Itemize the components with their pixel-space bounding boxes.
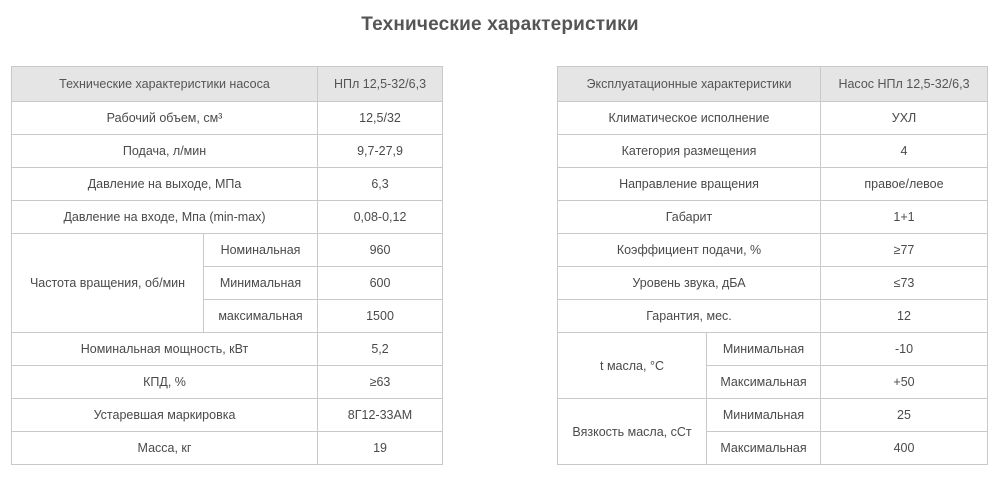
row-value: правое/левое [821,168,988,201]
group-label: Частота вращения, об/мин [12,234,204,333]
row-value: 25 [821,399,988,432]
group-label: t масла, °С [558,333,707,399]
page-title: Технические характеристики [361,14,639,35]
row-label: Категория размещения [558,135,821,168]
table-row [558,168,988,201]
row-label: Уровень звука, дБА [558,267,821,300]
table-row [558,102,988,135]
row-label: Гарантия, мес. [558,300,821,333]
row-value: ≤73 [821,267,988,300]
table-row [12,201,443,234]
table-row [12,234,443,267]
column-header: Насос НПл 12,5-32/6,3 [821,67,988,102]
row-label: Устаревшая маркировка [12,399,318,432]
pump-specs-table [11,66,443,465]
row-value: 960 [318,234,443,267]
table-row [12,366,443,399]
table-row [558,234,988,267]
subrow-label: Минимальная [707,399,821,432]
column-header: Эксплуатационные характеристики [558,67,821,102]
row-value: 4 [821,135,988,168]
table-row [558,135,988,168]
subrow-label: Номинальная [204,234,318,267]
row-value: 19 [318,432,443,465]
row-value: 400 [821,432,988,465]
row-value: 1500 [318,300,443,333]
row-label: Масса, кг [12,432,318,465]
table-row [12,399,443,432]
row-value: 12,5/32 [318,102,443,135]
row-label: Давление на входе, Мпа (min-max) [12,201,318,234]
row-label: Коэффициент подачи, % [558,234,821,267]
row-value: 6,3 [318,168,443,201]
row-value: -10 [821,333,988,366]
row-value: 9,7-27,9 [318,135,443,168]
table-row [558,399,988,432]
table-header-row [558,67,988,102]
row-value: 0,08-0,12 [318,201,443,234]
table-row [12,102,443,135]
row-label: Климатическое исполнение [558,102,821,135]
subrow-label: Минимальная [707,333,821,366]
subrow-label: Минимальная [204,267,318,300]
row-value: ≥63 [318,366,443,399]
table-row [558,267,988,300]
subrow-label: Максимальная [707,432,821,465]
subrow-label: максимальная [204,300,318,333]
row-value: 5,2 [318,333,443,366]
row-label: Рабочий объем, см³ [12,102,318,135]
row-label: КПД, % [12,366,318,399]
row-label: Габарит [558,201,821,234]
table-row [12,135,443,168]
row-value: +50 [821,366,988,399]
column-header: Технические характеристики насоса [12,67,318,102]
table-row [12,432,443,465]
row-value: УХЛ [821,102,988,135]
operating-specs-table [557,66,988,465]
row-value: ≥77 [821,234,988,267]
row-label: Номинальная мощность, кВт [12,333,318,366]
table-row [12,333,443,366]
table-row [558,333,988,366]
row-value: 12 [821,300,988,333]
row-label: Направление вращения [558,168,821,201]
row-value: 8Г12-33АМ [318,399,443,432]
row-value: 1+1 [821,201,988,234]
table-row [558,201,988,234]
column-header: НПл 12,5-32/6,3 [318,67,443,102]
row-label: Подача, л/мин [12,135,318,168]
group-label: Вязкость масла, сСт [558,399,707,465]
row-label: Давление на выходе, МПа [12,168,318,201]
subrow-label: Максимальная [707,366,821,399]
table-header-row [12,67,443,102]
table-row [558,300,988,333]
table-row [12,168,443,201]
row-value: 600 [318,267,443,300]
